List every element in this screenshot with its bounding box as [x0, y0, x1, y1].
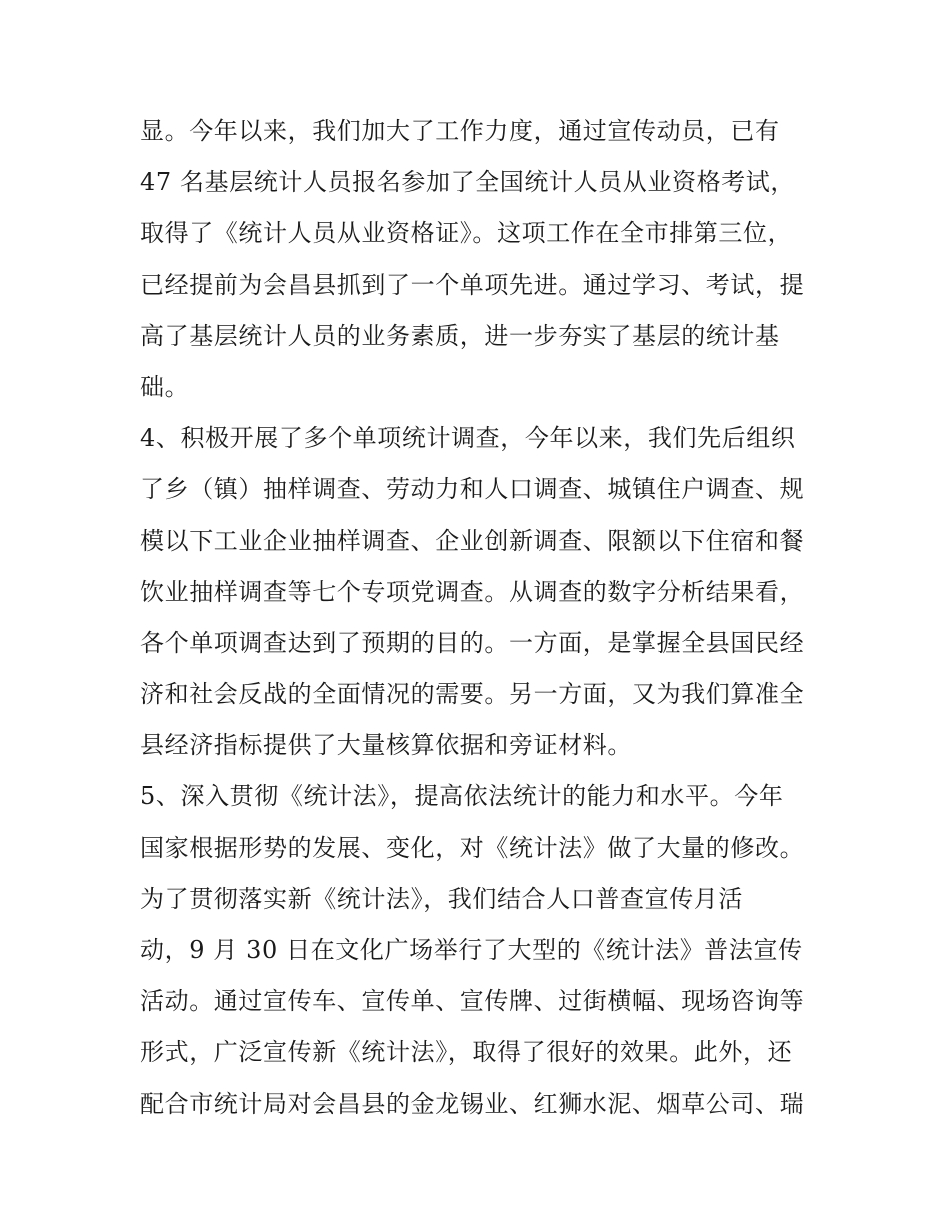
text-line: 47 名基层统计人员报名参加了全国统计人员从业资格考试，	[140, 168, 795, 197]
document-body	[140, 106, 820, 1130]
text-line: 取得了《统计人员从业资格证》。这项工作在全市排第三位，	[140, 219, 793, 248]
text-line: 模以下工业企业抽样调查、企业创新调查、限额以下住宿和餐	[140, 526, 805, 555]
text-line: 础。	[140, 372, 190, 401]
text-line: 配合市统计局对会昌县的金龙锡业、红狮水泥、烟草公司、瑞	[140, 1089, 805, 1118]
text-line: 济和社会反战的全面情况的需要。另一方面，又为我们算准全	[140, 680, 805, 709]
text-line: 各个单项调查达到了预期的目的。一方面，是掌握全县国民经	[140, 628, 805, 657]
text-line: 4、积极开展了多个单项统计调查，今年以来，我们先后组织	[140, 424, 796, 453]
text-line: 县经济指标提供了大量核算依据和旁证材料。	[140, 731, 632, 760]
text-line: 形式，广泛宣传新《统计法》，取得了很好的效果。此外，还	[140, 1038, 793, 1067]
text-line: 5、深入贯彻《统计法》，提高依法统计的能力和水平。今年	[140, 782, 784, 811]
text-line: 饮业抽样调查等七个专项党调查。从调查的数字分析结果看，	[140, 577, 805, 606]
text-line: 为了贯彻落实新《统计法》，我们结合人口普查宣传月活	[140, 884, 743, 913]
text-line: 活动。通过宣传车、宣传单、宣传牌、过街横幅、现场咨询等	[140, 987, 805, 1016]
text-line: 国家根据形势的发展、变化，对《统计法》做了大量的修改。	[140, 833, 805, 862]
text-line: 动，9 月 30 日在文化广场举行了大型的《统计法》普法宣传	[140, 936, 803, 964]
text-line: 显。今年以来，我们加大了工作力度，通过宣传动员，已有	[140, 117, 780, 145]
text-line: 已经提前为会昌县抓到了一个单项先进。通过学习、考试，提	[140, 270, 805, 299]
text-line: 了乡（镇）抽样调查、劳动力和人口调查、城镇住户调查、规	[140, 475, 805, 504]
text-line: 高了基层统计人员的业务素质，进一步夯实了基层的统计基	[140, 321, 780, 350]
